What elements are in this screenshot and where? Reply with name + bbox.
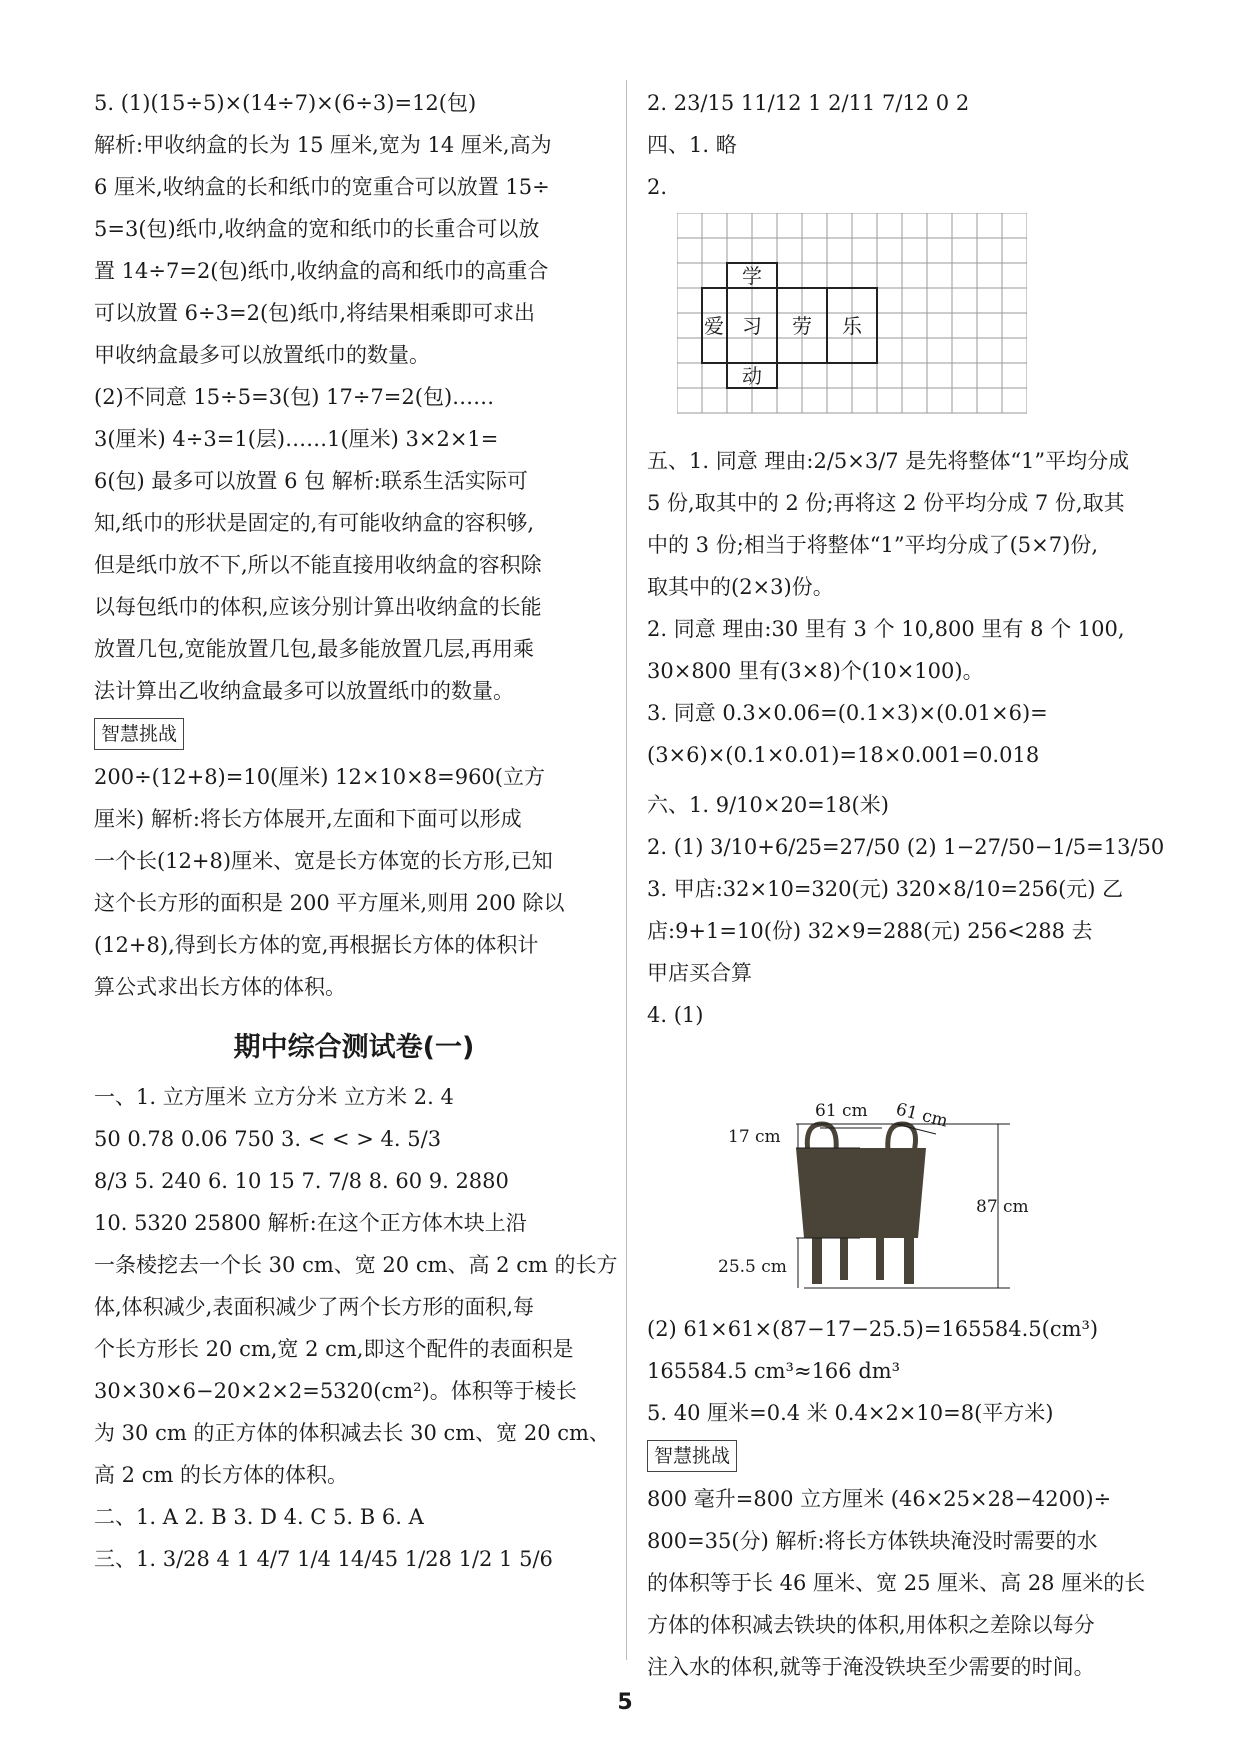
net-char-top: 学	[742, 264, 762, 288]
right-column-lower	[647, 440, 1167, 1036]
vessel-leg	[812, 1238, 822, 1284]
text-line: 6(包) 最多可以放置 6 包 解析:联系生活实际可	[94, 469, 528, 493]
text-line: 5=3(包)纸巾,收纳盒的宽和纸巾的长重合可以放	[94, 217, 540, 241]
text-line: 放置几包,宽能放置几包,最多能放置几层,再用乘	[94, 637, 535, 661]
vessel-leg	[876, 1238, 884, 1280]
net-char-right2: 乐	[842, 314, 862, 338]
section-5	[647, 440, 1167, 776]
text-line: 个长方形长 20 cm,宽 2 cm,即这个配件的表面积是	[94, 1337, 574, 1361]
label-legs: 25.5 cm	[718, 1257, 787, 1277]
text-line: 200÷(12+8)=10(厘米) 12×10×8=960(立方	[94, 765, 545, 789]
section-4-1: 四、1. 略	[647, 133, 737, 157]
text-line: 这个长方形的面积是 200 平方厘米,则用 200 除以	[94, 891, 565, 915]
section-6	[647, 784, 1167, 1036]
text-line: 但是纸巾放不下,所以不能直接用收纳盒的容积除	[94, 553, 542, 577]
right-column-bottom	[647, 1308, 1167, 1688]
text-line: 三、1. 3/28 4 1 4/7 1/4 14/45 1/28 1/2 1 5/6	[94, 1547, 553, 1571]
text-line: 6 厘米,收纳盒的长和纸巾的宽重合可以放置 15÷	[94, 175, 550, 199]
text-line: (2)不同意 15÷5=3(包) 17÷7=2(包)……	[94, 385, 495, 409]
vessel-body	[796, 1148, 926, 1238]
text-line: 30×30×6−20×2×2=5320(cm²)。体积等于棱长	[94, 1379, 577, 1403]
text-line: 2. 同意 理由:30 里有 3 个 10,800 里有 8 个 100,	[647, 617, 1125, 641]
text-line: 2. (1) 3/10+6/25=27/50 (2) 1−27/50−1/5=13/50	[647, 835, 1165, 859]
text-line: 可以放置 6÷3=2(包)纸巾,将结果相乘即可求出	[94, 301, 536, 325]
analysis-1	[94, 124, 614, 376]
text-line: 解析:甲收纳盒的长为 15 厘米,宽为 14 厘米,高为	[94, 133, 552, 157]
text-line: 体,体积减少,表面积减少了两个长方形的面积,每	[94, 1295, 535, 1319]
vessel-leg	[840, 1238, 848, 1280]
q5-line: 5. (1)(15÷5)×(14÷7)×(6÷3)=12(包)	[94, 91, 477, 115]
text-line: 10. 5320 25800 解析:在这个正方体木块上沿	[94, 1211, 527, 1235]
ding-vessel-diagram	[700, 1100, 1040, 1304]
net-char-mid: 习	[742, 314, 762, 338]
text-line: 注入水的体积,就等于淹没铁块至少需要的时间。	[647, 1655, 1095, 1679]
label-width-1: 61 cm	[815, 1101, 868, 1121]
text-line: 165584.5 cm³≈166 dm³	[647, 1359, 901, 1383]
after-vessel	[647, 1308, 1167, 1434]
exam-title: 期中综合测试卷(一)	[233, 1032, 475, 1063]
label-total: 87 cm	[976, 1197, 1029, 1217]
text-line: 算公式求出长方体的体积。	[94, 975, 346, 999]
fractions-line: 2. 23/15 11/12 1 2/11 7/12 0 2	[647, 91, 970, 115]
page-number: 5	[617, 1690, 633, 1715]
section-4-2-label: 2.	[647, 175, 668, 199]
text-line: 为 30 cm 的正方体的体积减去长 30 cm、宽 20 cm、	[94, 1421, 610, 1445]
text-line: 店:9+1=10(份) 32×9=288(元) 256<288 去	[647, 919, 1093, 943]
text-line: 一个长(12+8)厘米、宽是长方体宽的长方形,已知	[94, 849, 553, 873]
text-line: 30×800 里有(3×8)个(10×100)。	[647, 659, 984, 683]
vessel-leg	[904, 1238, 914, 1284]
text-line: 五、1. 同意 理由:2/5×3/7 是先将整体“1”平均分成	[647, 449, 1130, 473]
right-column	[647, 82, 1167, 208]
exam-answers	[94, 1076, 618, 1580]
challenge-tag: 智慧挑战	[94, 718, 184, 750]
text-line: 50 0.78 0.06 750 3. < < > 4. 5/3	[94, 1127, 442, 1151]
text-line: 800=35(分) 解析:将长方体铁块淹没时需要的水	[647, 1529, 1098, 1553]
text-line: 置 14÷7=2(包)纸巾,收纳盒的高和纸巾的高重合	[94, 259, 549, 283]
text-line: 法计算出乙收纳盒最多可以放置纸巾的数量。	[94, 679, 514, 703]
text-line: 六、1. 9/10×20=18(米)	[647, 793, 889, 817]
net-char-right1: 劳	[792, 314, 812, 338]
text-line: 取其中的(2×3)份。	[647, 575, 834, 599]
column-divider	[626, 80, 627, 1660]
text-line: 3. 甲店:32×10=320(元) 320×8/10=256(元) 乙	[647, 877, 1124, 901]
text-line: (12+8),得到长方体的宽,再根据长方体的体积计	[94, 933, 539, 957]
text-line: 3(厘米) 4÷3=1(层)……1(厘米) 3×2×1=	[94, 427, 499, 451]
text-line: 4. (1)	[647, 1003, 704, 1027]
text-line: 知,纸巾的形状是固定的,有可能收纳盒的容积够,	[94, 511, 535, 535]
left-column	[94, 82, 618, 1580]
part-2	[94, 376, 614, 712]
text-line: 一条棱挖去一个长 30 cm、宽 20 cm、高 2 cm 的长方	[94, 1253, 618, 1277]
text-line: 甲收纳盒最多可以放置纸巾的数量。	[94, 343, 430, 367]
label-top: 17 cm	[728, 1127, 781, 1147]
text-line: 甲店买合算	[647, 961, 752, 985]
text-line: 的体积等于长 46 厘米、宽 25 厘米、高 28 厘米的长	[647, 1571, 1146, 1595]
text-line: (3×6)×(0.1×0.01)=18×0.001=0.018	[647, 743, 1040, 767]
text-line: (2) 61×61×(87−17−25.5)=165584.5(cm³)	[647, 1317, 1099, 1341]
label-width-2: 61 cm	[893, 1100, 950, 1132]
text-line: 5 份,取其中的 2 份;再将这 2 份平均分成 7 份,取其	[647, 491, 1125, 515]
text-line: 5. 40 厘米=0.4 米 0.4×2×10=8(平方米)	[647, 1401, 1054, 1425]
text-line: 8/3 5. 240 6. 10 15 7. 7/8 8. 60 9. 2880	[94, 1169, 509, 1193]
text-line: 800 毫升=800 立方厘米 (46×25×28−4200)÷	[647, 1487, 1112, 1511]
text-line: 高 2 cm 的长方体的体积。	[94, 1463, 349, 1487]
challenge-left	[94, 756, 614, 1008]
net-char-bottom: 动	[742, 364, 762, 388]
cube-net-grid	[677, 213, 1027, 427]
text-line: 3. 同意 0.3×0.06=(0.1×3)×(0.01×6)=	[647, 701, 1048, 725]
text-line: 方体的体积减去铁块的体积,用体积之差除以每分	[647, 1613, 1095, 1637]
net-char-left: 爱	[704, 314, 724, 338]
text-line: 中的 3 份;相当于将整体“1”平均分成了(5×7)份,	[647, 533, 1098, 557]
text-line: 以每包纸巾的体积,应该分别计算出收纳盒的长能	[94, 595, 542, 619]
text-line: 厘米) 解析:将长方体展开,左面和下面可以形成	[94, 807, 522, 831]
text-line: 二、1. A 2. B 3. D 4. C 5. B 6. A	[94, 1505, 424, 1529]
challenge-right	[647, 1478, 1167, 1688]
challenge-tag-right: 智慧挑战	[647, 1440, 737, 1472]
text-line: 一、1. 立方厘米 立方分米 立方米 2. 4	[94, 1085, 454, 1109]
